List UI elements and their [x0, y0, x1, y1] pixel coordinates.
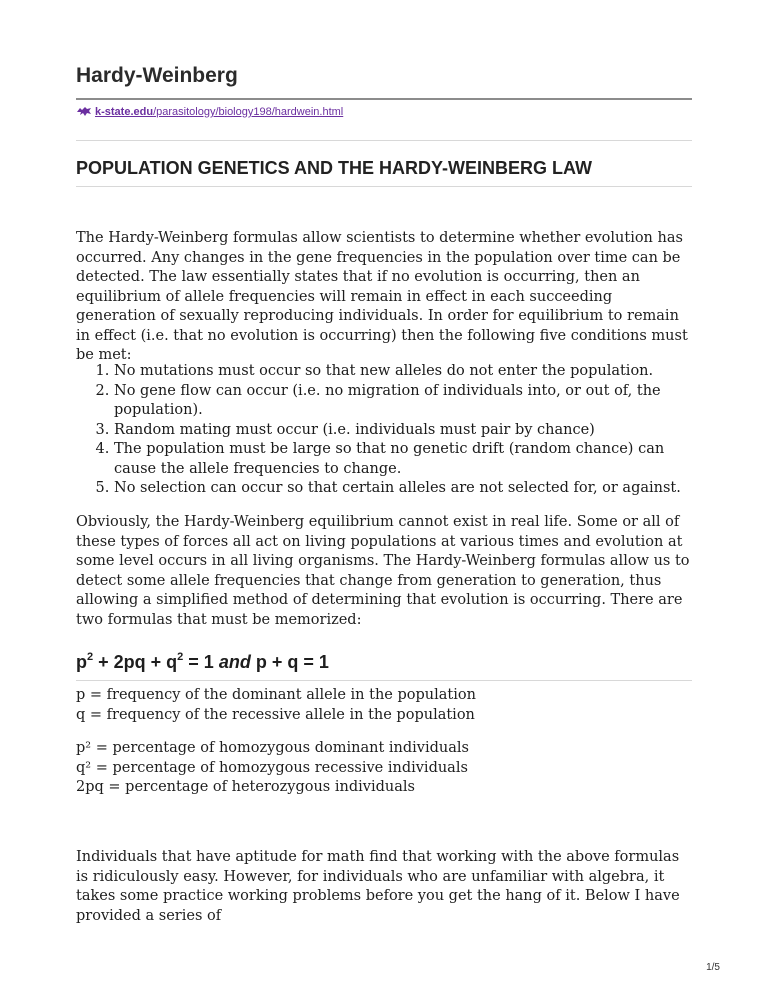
- list-item: 1. No mutations must occur so that new alleles do not enter the population.: [114, 362, 692, 382]
- formula-sup-q: 2: [177, 651, 184, 663]
- list-item: 4. The population must be large so that no genetic drift (random chance) can cause the allele frequencies to change.: [114, 440, 692, 479]
- obviously-paragraph: Obviously, the Hardy-Weinberg equilibrium cannot exist in real life. Some or all of these types of forces all act on living populations at various times and evolution at some level occurs in all living organisms. The Hardy-Weinberg formulas allow us to detect some allele frequencies that change from generation to generation, thus allowing a simplified method of determining that evolution is occurring. There are two formulas that must be memorized:: [76, 514, 690, 628]
- intro-paragraph: The Hardy-Weinberg formulas allow scientists to determine whether evolution has occurred. Any changes in the gene frequencies in the population over time can be detected. The law essentially states that if no evolution is occurring, then an equilibrium of allele frequencies will remain in effect in each succeeding generation of sexually reproducing individuals. In order for equilibrium to remain in effect (i.e. that no evolution is occurring) then the following five conditions must be met:: [76, 230, 688, 363]
- definition-p: p = frequency of the dominant allele in the population: [76, 687, 476, 703]
- definition-p2: p² = percentage of homozygous dominant individuals: [76, 740, 469, 756]
- wildcat-logo-icon: [76, 106, 92, 120]
- list-item: 5. No selection can occur so that certain alleles are not selected for, or against.: [114, 479, 692, 499]
- section-divider: [76, 186, 692, 187]
- formula-second: p + q = 1: [250, 652, 329, 672]
- genotype-definitions: [76, 739, 692, 798]
- source-link[interactable]: [76, 106, 343, 120]
- allele-definitions: [76, 686, 692, 725]
- closing-paragraph: Individuals that have aptitude for math find that working with the above formulas is ridiculously easy. However, for individuals who are unfamiliar with algebra, it takes some practice working problems before you get the hang of it. Below I have provided a series of: [76, 849, 680, 924]
- list-item: 2. No gene flow can occur (i.e. no migration of individuals into, or out of, the population).: [114, 382, 692, 421]
- source-divider: [76, 140, 692, 141]
- source-domain[interactable]: k-state.edu: [95, 106, 154, 118]
- definition-q2: q² = percentage of homozygous recessive individuals: [76, 759, 468, 776]
- formula-sup-p: 2: [87, 651, 94, 663]
- page-number: 1/5: [706, 962, 720, 973]
- definition-q: q = frequency of the recessive allele in the population: [76, 706, 475, 723]
- formula-heading: [76, 651, 329, 673]
- formula-and: and: [218, 652, 251, 672]
- list-item: 3. Random mating must occur (i.e. individuals must pair by chance): [114, 421, 692, 441]
- title-divider: [76, 98, 692, 100]
- definition-2pq: 2pq = percentage of heterozygous individuals: [76, 779, 415, 795]
- conditions-list: [76, 362, 692, 499]
- formula-divider: [76, 680, 692, 681]
- source-path[interactable]: /parasitology/biology198/hardwein.html: [153, 106, 344, 118]
- formula-equals: = 1: [183, 652, 219, 672]
- section-heading: POPULATION GENETICS AND THE HARDY-WEINBERG LAW: [76, 158, 593, 178]
- formula-p: p: [76, 652, 87, 672]
- formula-middle: + 2pq + q: [93, 652, 178, 672]
- page-title: Hardy-Weinberg: [76, 64, 238, 87]
